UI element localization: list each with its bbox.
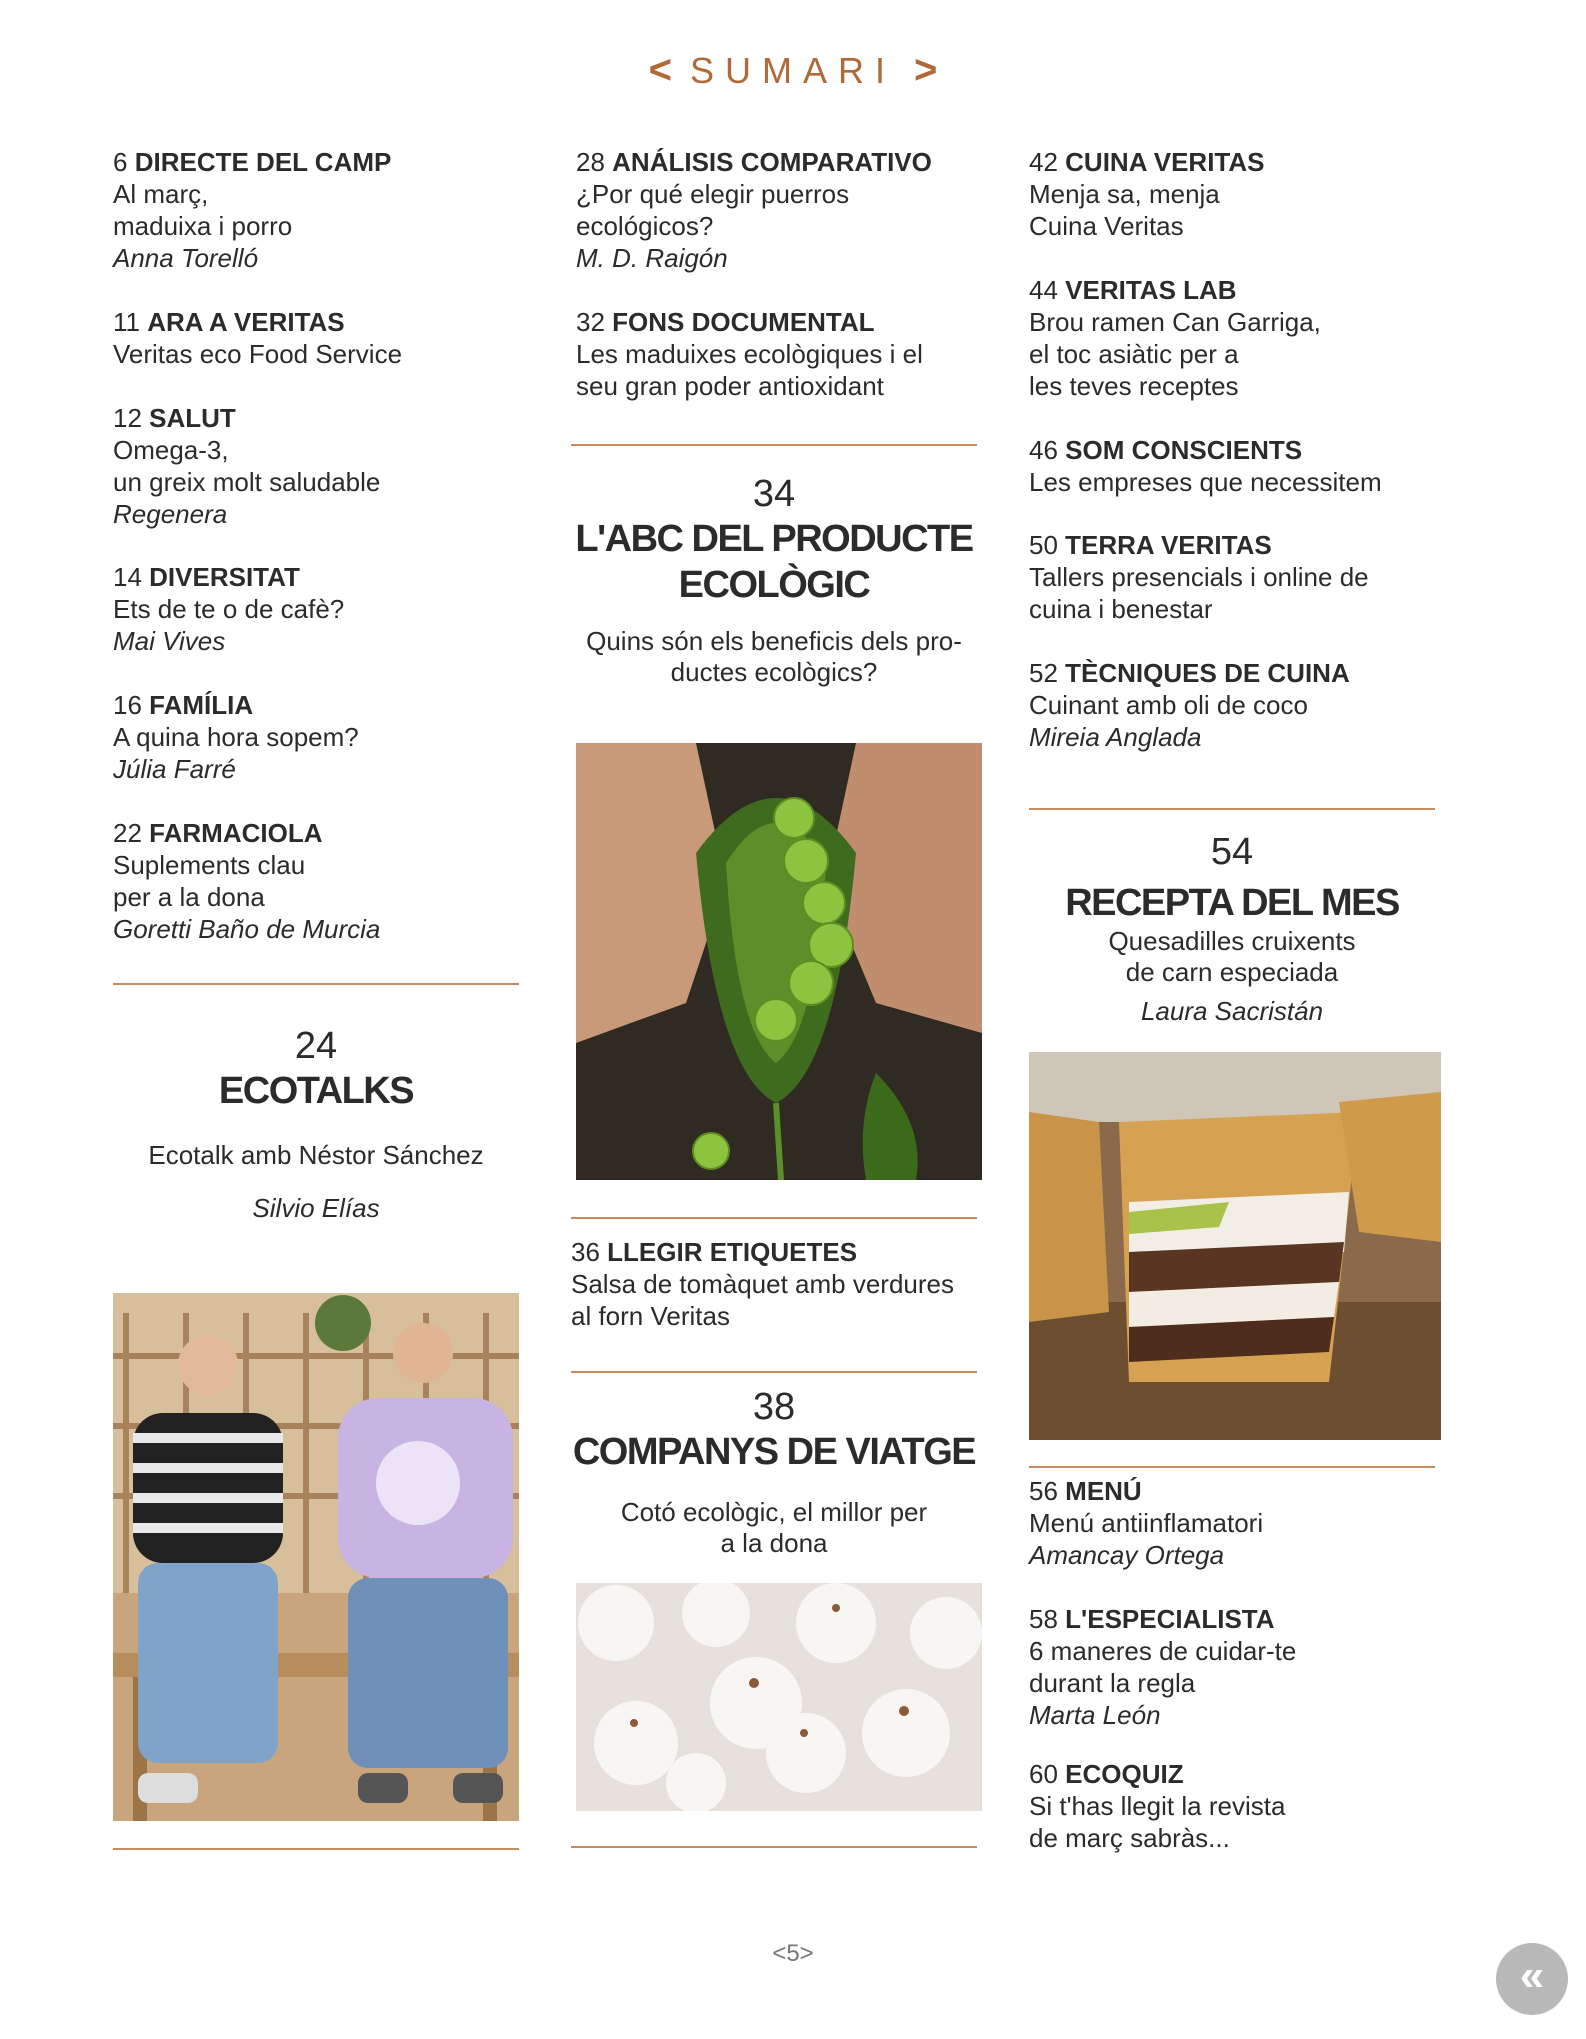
back-icon[interactable]: « (1496, 1943, 1568, 2015)
toc-entry-header (113, 817, 533, 849)
cotton-photo (576, 1583, 982, 1811)
feature-recepta[interactable] (1029, 830, 1435, 1027)
feature-author: Silvio Elías (252, 1193, 380, 1223)
feature-number: 38 (752, 1386, 796, 1428)
divider (571, 1217, 977, 1219)
toc-entry[interactable] (113, 561, 533, 657)
left-chevron-icon: < (648, 48, 672, 92)
entry-author: Anna Torelló (113, 243, 259, 273)
entry-description: Menja sa, menja (1029, 179, 1220, 209)
page-ref: 52 (1029, 658, 1058, 688)
page-ref: 12 (113, 403, 142, 433)
entry-author: M. D. Raigón (576, 243, 728, 273)
page-ref: 58 (1029, 1604, 1058, 1634)
entry-description: ecológicos? (576, 211, 714, 241)
section-name: LLEGIR ETIQUETES (607, 1237, 858, 1267)
divider (1029, 808, 1435, 810)
entry-description: Cuina Veritas (1029, 211, 1184, 241)
feature-title: ECOTALKS (218, 1070, 414, 1112)
divider (571, 1846, 977, 1848)
toc-entry-header (576, 306, 996, 338)
entry-description: Cuinant amb oli de coco (1029, 690, 1308, 720)
entry-description: maduixa i porro (113, 211, 293, 241)
section-name: DIVERSITAT (149, 562, 300, 592)
feature-subtitle-line2: ductes ecològics? (670, 657, 878, 687)
quesadilla-photo (1029, 1052, 1441, 1440)
feature-companys[interactable] (571, 1385, 977, 1559)
page-ref: 28 (576, 147, 605, 177)
divider (113, 1848, 519, 1850)
divider (113, 983, 519, 985)
toc-entry[interactable] (113, 306, 533, 370)
page-ref: 50 (1029, 530, 1058, 560)
right-chevron-icon: > (914, 48, 938, 92)
page-ref: 22 (113, 818, 142, 848)
toc-entry[interactable] (1029, 657, 1449, 753)
toc-entry[interactable] (113, 146, 533, 274)
feature-number: 34 (752, 473, 796, 515)
feature-abc[interactable] (571, 472, 977, 688)
entry-description: Menú antiinflamatori (1029, 1508, 1264, 1538)
feature-subtitle-line1: Cotó ecològic, el millor per (620, 1497, 928, 1527)
peas-photo (576, 743, 982, 1180)
toc-entry[interactable] (1029, 274, 1449, 402)
entry-description: Suplements clau (113, 850, 306, 880)
section-name: SALUT (149, 403, 236, 433)
toc-entry[interactable] (1029, 146, 1449, 242)
entry-description: Si t'has llegit la revista (1029, 1791, 1286, 1821)
page-ref: 44 (1029, 275, 1058, 305)
toc-entry[interactable] (113, 817, 533, 945)
entry-description: Ets de te o de cafè? (113, 594, 345, 624)
page-ref: 16 (113, 690, 142, 720)
entry-description: Omega-3, (113, 435, 229, 465)
page-ref: 6 (113, 147, 128, 177)
section-name: ECOQUIZ (1065, 1759, 1184, 1789)
toc-entry[interactable] (576, 306, 996, 402)
feature-subtitle-line2: a la dona (720, 1528, 828, 1558)
section-name: ARA A VERITAS (147, 307, 345, 337)
toc-entry-header (113, 402, 533, 434)
entry-description: Brou ramen Can Garriga, (1029, 307, 1321, 337)
page-ref: 60 (1029, 1759, 1058, 1789)
entry-description: les teves receptes (1029, 371, 1239, 401)
entry-description: Salsa de tomàquet amb verdures (571, 1269, 954, 1299)
toc-entry-header (1029, 1603, 1449, 1635)
entry-description: ¿Por qué elegir puerros (576, 179, 850, 209)
section-name: FARMACIOLA (149, 818, 323, 848)
section-name: DIRECTE DEL CAMP (134, 147, 392, 177)
toc-entry[interactable] (571, 1236, 991, 1332)
page-ref: 46 (1029, 435, 1058, 465)
page-ref: 36 (571, 1237, 600, 1267)
entry-description: al forn Veritas (571, 1301, 730, 1331)
feature-title: RECEPTA DEL MES (1065, 882, 1399, 924)
feature-title-line2: ECOLÒGIC (678, 564, 870, 606)
section-name: L'ESPECIALISTA (1065, 1604, 1275, 1634)
toc-entry-header (1029, 274, 1449, 306)
toc-entry-header (113, 689, 533, 721)
page-number: <5> (772, 1940, 814, 1967)
entry-description: 6 maneres de cuidar-te (1029, 1636, 1297, 1666)
entry-description: de març sabràs... (1029, 1823, 1230, 1853)
entry-description: seu gran poder antioxidant (576, 371, 884, 401)
toc-entry[interactable] (1029, 1475, 1449, 1571)
divider (571, 1371, 977, 1373)
feature-author: Laura Sacristán (1140, 996, 1324, 1026)
feature-subtitle-line1: Quins són els beneficis dels pro- (586, 626, 962, 656)
entry-author: Júlia Farré (113, 754, 236, 784)
toc-entry[interactable] (1029, 434, 1449, 498)
section-name: VERITAS LAB (1065, 275, 1237, 305)
feature-title-line1: L'ABC DEL PRODUCTE (575, 518, 973, 560)
toc-entry-header (1029, 434, 1449, 466)
feature-ecotalks[interactable] (113, 1024, 519, 1224)
toc-entry[interactable] (576, 146, 996, 274)
entry-description: un greix molt saludable (113, 467, 381, 497)
toc-entry-header (113, 561, 533, 593)
page-title: SUMARI (689, 50, 896, 91)
page-ref: 42 (1029, 147, 1058, 177)
entry-description: Veritas eco Food Service (113, 339, 403, 369)
section-name: SOM CONSCIENTS (1065, 435, 1303, 465)
ecotalks-photo (113, 1293, 519, 1821)
toc-entry-header (113, 306, 533, 338)
entry-author: Amancay Ortega (1029, 1540, 1225, 1570)
entry-description: A quina hora sopem? (113, 722, 359, 752)
section-name: MENÚ (1065, 1476, 1142, 1506)
page-ref: 32 (576, 307, 605, 337)
entry-description: Tallers presencials i online de (1029, 562, 1369, 592)
feature-title: COMPANYS DE VIATGE (572, 1431, 976, 1473)
toc-entry[interactable] (1029, 1603, 1449, 1731)
toc-entry[interactable] (1029, 529, 1449, 625)
feature-number: 54 (1210, 831, 1254, 873)
entry-description: Les empreses que necessitem (1029, 467, 1382, 497)
entry-author: Mai Vives (113, 626, 226, 656)
page-ref: 14 (113, 562, 142, 592)
page-ref: 11 (113, 307, 140, 337)
section-name: FAMÍLIA (149, 690, 254, 720)
entry-description: cuina i benestar (1029, 594, 1213, 624)
toc-entry[interactable] (1029, 1758, 1449, 1854)
toc-entry-header (576, 146, 996, 178)
divider (1029, 1466, 1435, 1468)
entry-description: Al març, (113, 179, 209, 209)
feature-subtitle: Ecotalk amb Néstor Sánchez (148, 1140, 484, 1170)
toc-entry-header (1029, 657, 1449, 689)
section-name: FONS DOCUMENTAL (612, 307, 875, 337)
divider (571, 444, 977, 446)
feature-subtitle-line1: Quesadilles cruixents (1108, 926, 1356, 956)
entry-author: Regenera (113, 499, 228, 529)
toc-entry-header (1029, 1475, 1449, 1507)
toc-entry[interactable] (113, 402, 533, 530)
sumari-header (0, 48, 1586, 93)
page-ref: 56 (1029, 1476, 1058, 1506)
feature-number: 24 (294, 1025, 338, 1067)
section-name: ANÁLISIS COMPARATIVO (612, 147, 932, 177)
entry-description: el toc asiàtic per a (1029, 339, 1239, 369)
entry-description: Les maduixes ecològiques i el (576, 339, 923, 369)
toc-entry-header (1029, 146, 1449, 178)
entry-author: Goretti Baño de Murcia (113, 914, 381, 944)
entry-description: per a la dona (113, 882, 265, 912)
feature-subtitle-line2: de carn especiada (1125, 957, 1339, 987)
toc-entry[interactable] (113, 689, 533, 785)
section-name: TERRA VERITAS (1065, 530, 1272, 560)
section-name: CUINA VERITAS (1065, 147, 1265, 177)
toc-entry-header (1029, 1758, 1449, 1790)
toc-entry-header (113, 146, 533, 178)
section-name: TÈCNIQUES DE CUINA (1065, 658, 1350, 688)
entry-author: Marta León (1029, 1700, 1161, 1730)
entry-author: Mireia Anglada (1029, 722, 1202, 752)
entry-description: durant la regla (1029, 1668, 1196, 1698)
toc-entry-header (571, 1236, 991, 1268)
toc-entry-header (1029, 529, 1449, 561)
